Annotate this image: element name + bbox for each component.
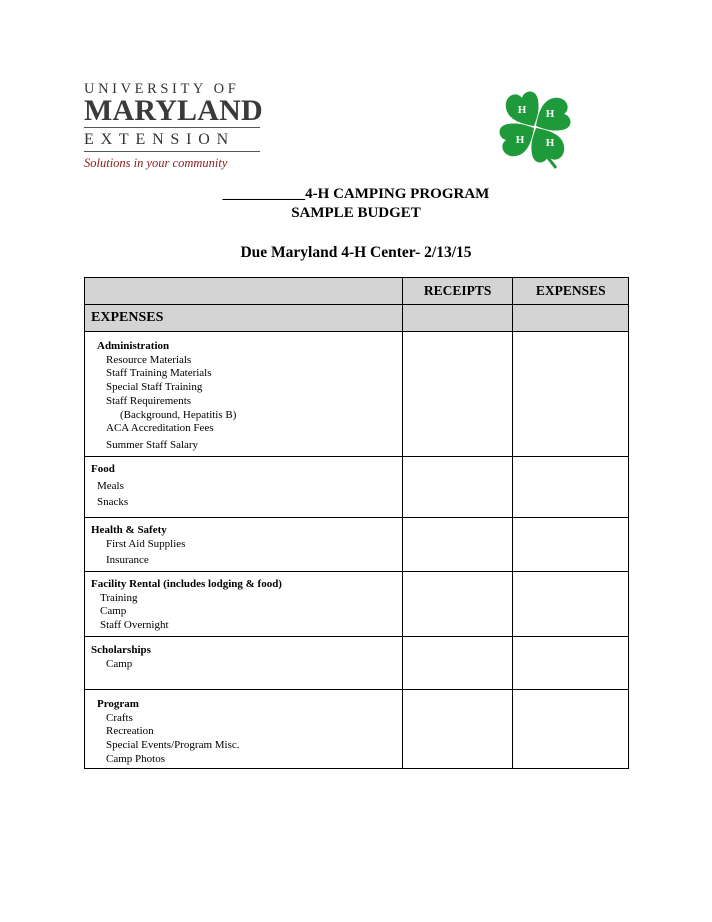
list-item: Resource Materials <box>106 353 192 366</box>
health-safety-cell <box>85 518 403 572</box>
program-heading: Program <box>97 698 139 710</box>
table-row <box>85 457 629 518</box>
table-row <box>85 690 629 769</box>
program-title: ___________4-H CAMPING PROGRAM <box>222 186 490 202</box>
expenses-cell[interactable] <box>513 637 629 690</box>
table-row <box>85 518 629 572</box>
list-item: Insurance <box>106 554 149 567</box>
list-item: Staff Training Materials <box>106 367 212 380</box>
svg-text:H: H <box>545 137 555 149</box>
receipts-cell[interactable] <box>402 637 513 690</box>
expenses-cell[interactable] <box>513 572 629 637</box>
logo-divider <box>84 151 260 152</box>
expenses-header: EXPENSES <box>513 278 629 305</box>
table-row <box>85 332 629 457</box>
expenses-cell[interactable] <box>513 457 629 518</box>
list-item: Special Events/Program Misc. <box>106 739 240 752</box>
list-item: Camp <box>106 657 133 670</box>
scholarships-heading: Scholarships <box>91 644 151 656</box>
logo-divider <box>84 127 260 128</box>
list-item: Training <box>100 591 138 604</box>
program-cell <box>85 690 403 769</box>
expenses-cell[interactable] <box>513 332 629 457</box>
list-item: Recreation <box>106 725 154 738</box>
receipts-cell[interactable] <box>402 332 513 457</box>
list-item: Camp Photos <box>106 752 165 765</box>
expenses-cell[interactable] <box>513 690 629 769</box>
facility-rental-heading: Facility Rental (includes lodging & food) <box>91 578 282 590</box>
budget-table <box>84 277 629 769</box>
budget-subtitle: SAMPLE BUDGET <box>291 205 421 221</box>
logo-university-text: UNIVERSITY OF <box>84 81 240 97</box>
due-date-line: Due Maryland 4-H Center- 2/13/15 <box>240 244 472 261</box>
expenses-label-row <box>85 305 629 332</box>
table-row <box>85 572 629 637</box>
list-item: Staff Requirements <box>106 394 192 407</box>
administration-heading: Administration <box>97 340 170 352</box>
list-item: Snacks <box>97 496 129 509</box>
table-row <box>85 637 629 690</box>
receipts-cell[interactable] <box>402 457 513 518</box>
svg-text:H: H <box>517 104 527 116</box>
expenses-section-label: EXPENSES <box>85 305 403 332</box>
receipts-cell[interactable] <box>402 305 513 332</box>
health-safety-heading: Health & Safety <box>91 524 167 536</box>
list-item: Crafts <box>106 711 133 724</box>
list-item: First Aid Supplies <box>106 537 186 550</box>
scholarships-cell <box>85 637 403 690</box>
receipts-cell[interactable] <box>402 690 513 769</box>
logo-tagline: Solutions in your community <box>84 156 228 170</box>
list-item: Camp <box>100 605 127 618</box>
header-row <box>85 278 629 305</box>
administration-cell <box>85 332 403 457</box>
svg-text:H: H <box>545 108 555 120</box>
receipts-header: RECEIPTS <box>402 278 513 305</box>
list-item: Special Staff Training <box>106 381 203 394</box>
list-item: Summer Staff Salary <box>106 438 199 451</box>
receipts-cell[interactable] <box>402 518 513 572</box>
logo-extension-text: EXTENSION <box>84 131 235 148</box>
list-item: ACA Accreditation Fees <box>106 422 214 435</box>
list-item: (Background, Hepatitis B) <box>120 408 237 421</box>
receipts-cell[interactable] <box>402 572 513 637</box>
list-item: Staff Overnight <box>100 619 169 632</box>
list-item: Meals <box>97 479 124 492</box>
expenses-cell[interactable] <box>513 305 629 332</box>
expenses-cell[interactable] <box>513 518 629 572</box>
svg-text:H: H <box>515 134 525 146</box>
facility-rental-cell <box>85 572 403 637</box>
logo-maryland-text: MARYLAND <box>84 94 263 127</box>
food-heading: Food <box>91 463 115 475</box>
four-h-clover-icon <box>494 86 576 172</box>
food-cell <box>85 457 403 518</box>
umd-extension-logo <box>84 81 263 171</box>
header-blank-cell <box>85 278 403 305</box>
